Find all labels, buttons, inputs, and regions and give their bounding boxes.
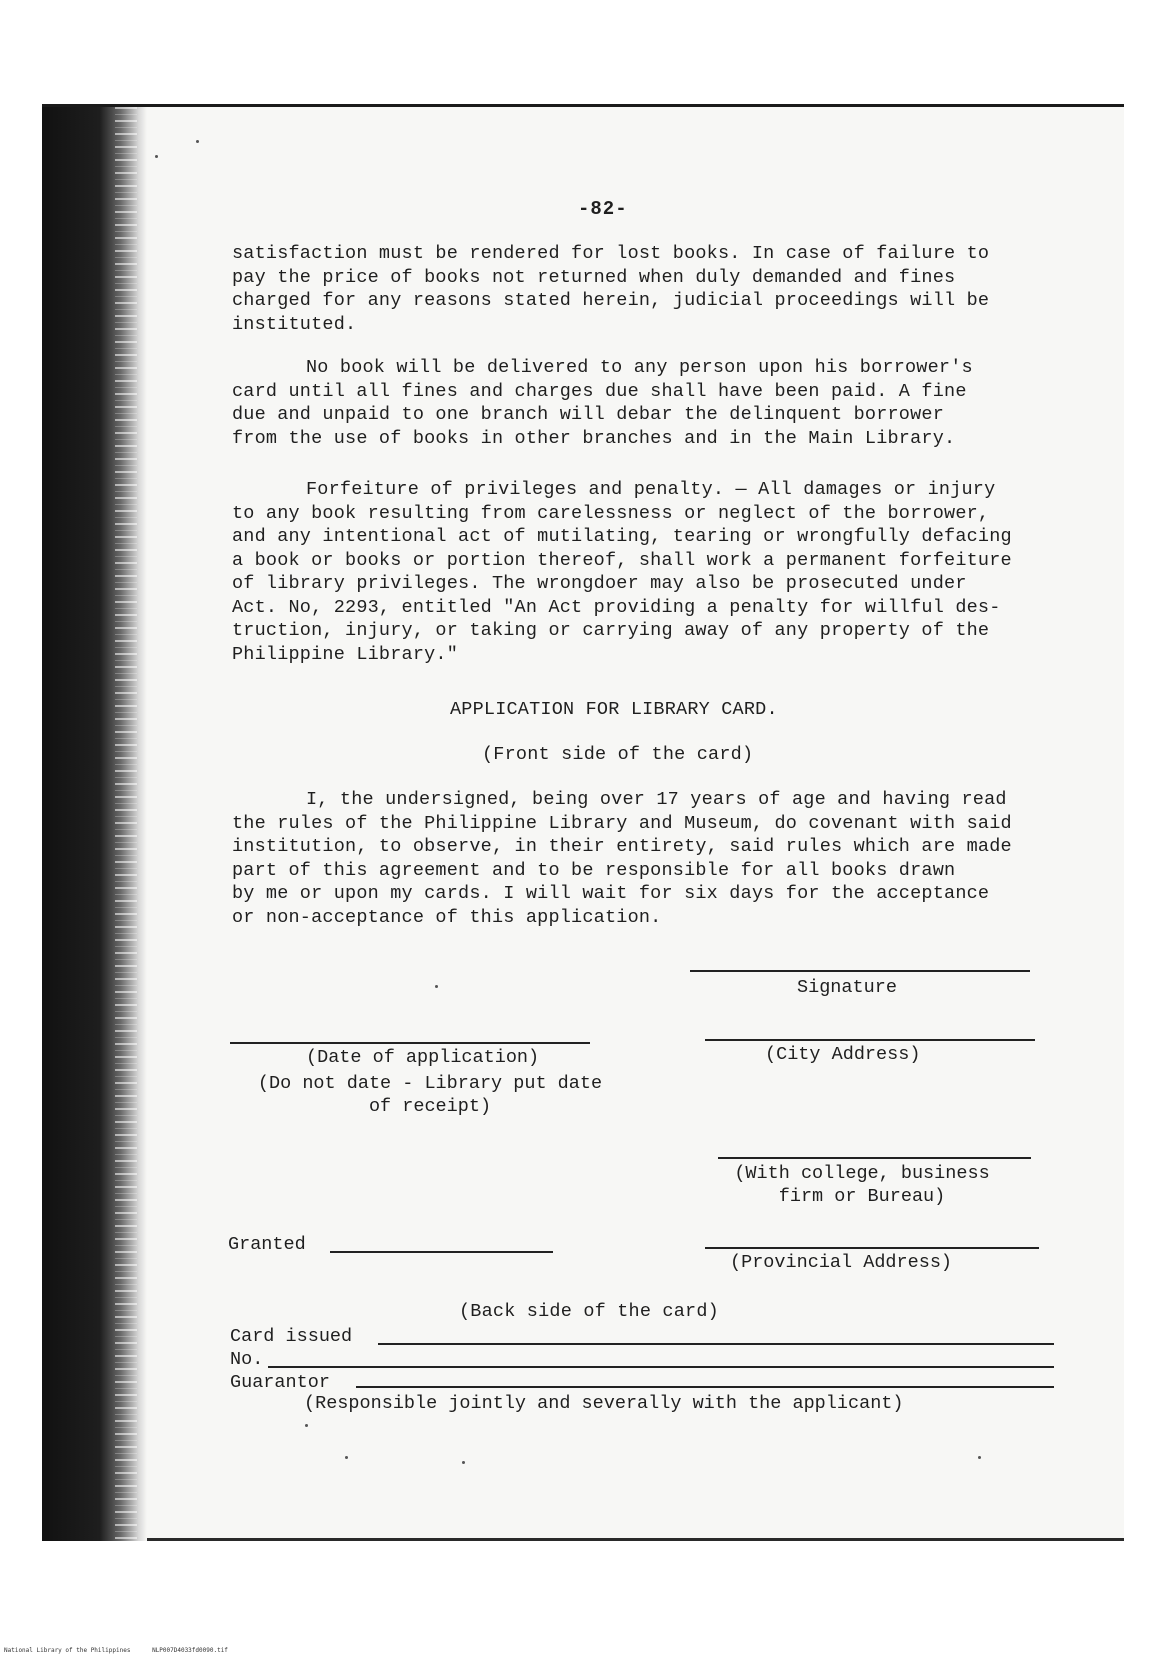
date-label: (Date of application) [306, 1047, 540, 1068]
granted-label: Granted [228, 1234, 306, 1255]
scan-speck [196, 140, 199, 143]
college-line [718, 1157, 1031, 1159]
scan-speck [462, 1461, 465, 1464]
footer-library: National Library of the Philippines [4, 1647, 131, 1654]
signature-line [690, 970, 1030, 972]
provincial-address-line [705, 1247, 1039, 1249]
card-issued-label: Card issued [230, 1326, 353, 1347]
page-number: -82- [578, 198, 628, 220]
scan-footer [4, 1647, 228, 1654]
guarantor-line [356, 1386, 1054, 1388]
scan-shadow-edge [42, 107, 147, 1541]
guarantor-note: (Responsible jointly and severally with the applicant) [304, 1393, 904, 1414]
scan-speck [978, 1456, 981, 1459]
signature-label: Signature [797, 977, 897, 998]
scan-speck [435, 985, 438, 988]
application-heading: APPLICATION FOR LIBRARY CARD. [450, 699, 778, 720]
date-note: (Do not date - Library put date of receipt) [257, 1073, 603, 1117]
scan-speck [155, 155, 158, 158]
number-line [268, 1366, 1054, 1368]
provincial-address-label: (Provincial Address) [730, 1252, 953, 1273]
paragraph-fines: No book will be delivered to any person upon his borrower's card until all fines and charges due shall have been paid. A fine due and unpaid to one branch will debar the delinquent borrower from the use of books in other branches and in the Main Library. [232, 357, 973, 449]
footer-file-id: NLP007D4033fd0090.tif [152, 1647, 228, 1654]
guarantor-label: Guarantor [230, 1372, 330, 1393]
college-label: (With college, business firm or Bureau) [734, 1163, 990, 1207]
agreement-paragraph: I, the undersigned, being over 17 years of age and having read the rules of the Philippine Library and Museum, do covenant with said institution, to observe, in their entirety, said rules which are made part of this agreement and to be responsible for all books drawn by me or upon my cards. I will wait for six days for the acceptance or non-acceptance of this application. [232, 789, 1012, 928]
city-address-line [705, 1039, 1035, 1041]
card-issued-line [378, 1343, 1054, 1345]
scan-speck [345, 1456, 348, 1459]
number-label: No. [230, 1349, 264, 1370]
paragraph-lost-books: satisfaction must be rendered for lost books. In case of failure to pay the price of books not returned when duly demanded and fines charged for any reasons stated herein, judicial proceedings will be instituted. [232, 243, 990, 335]
back-side-caption: (Back side of the card) [459, 1301, 719, 1322]
granted-line [330, 1251, 553, 1253]
date-line [230, 1042, 590, 1044]
scan-bottom-edge [147, 1538, 1124, 1541]
scan-speck [305, 1424, 308, 1427]
city-address-label: (City Address) [765, 1044, 921, 1065]
front-side-caption: (Front side of the card) [482, 744, 754, 765]
paragraph-forfeiture: Forfeiture of privileges and penalty. — All damages or injury to any book resulting from carelessness or neglect of the borrower, and any intentional act of mutilating, tearing or wrongfully defacing a book or books or portion thereof, shall work a permanent forfeiture of library privileges. The wrongdoer may also be prosecuted under Act. No, 2293, entitled "An Act providing a penalty for willful des- truction, injury, or taking or carrying away of any property of the Philippine Library." [232, 479, 1012, 665]
